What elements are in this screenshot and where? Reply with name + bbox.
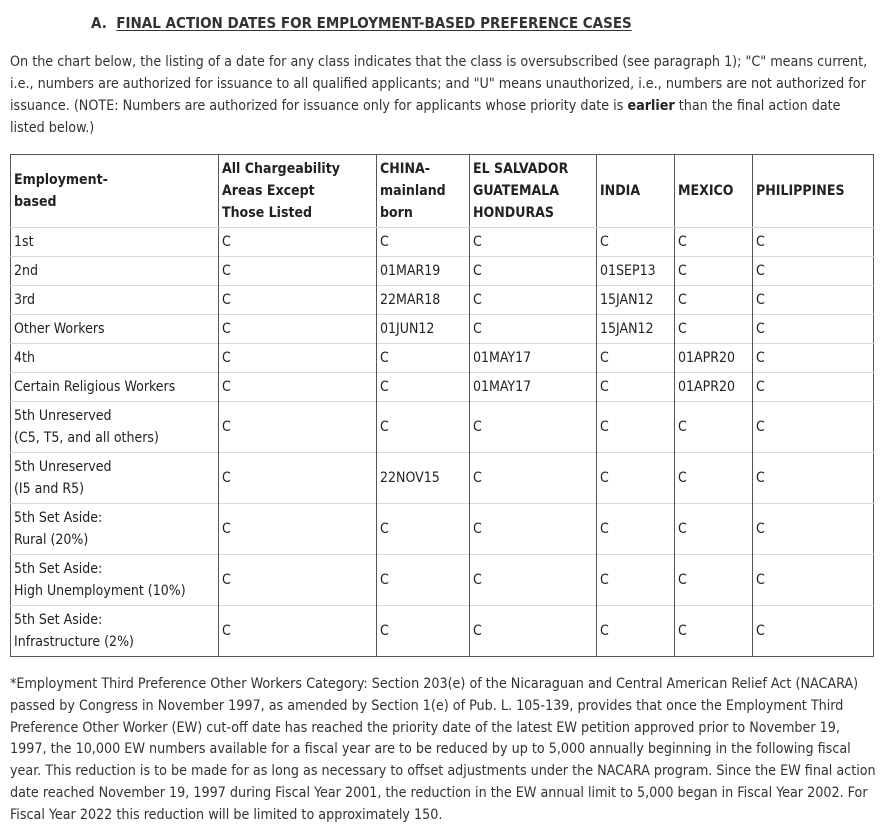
table-cell: C [753,402,874,453]
table-cell: C [470,555,597,606]
table-cell: C [675,286,753,315]
column-header [11,155,219,228]
column-header-line: MEXICO [678,183,734,199]
table-cell: C [377,402,470,453]
table-cell: C [470,504,597,555]
table-row [11,344,874,373]
column-header [470,155,597,228]
table-row [11,257,874,286]
table-row [11,453,874,504]
column-header-line: born [380,205,413,221]
row-label [11,286,219,315]
row-label-line: Rural (20%) [14,532,89,548]
table-cell: C [753,228,874,257]
table-header-row [11,155,874,228]
table-cell: C [753,257,874,286]
row-label-line: 5th Set Aside: [14,561,103,577]
table-cell: C [219,315,377,344]
row-label-line: 5th Unreserved [14,408,112,424]
row-label-line: Other Workers [14,321,105,337]
table-cell: C [377,228,470,257]
table-cell: C [753,344,874,373]
row-label [11,257,219,286]
row-label-line: 1st [14,234,34,250]
table-cell: C [219,402,377,453]
table-cell: C [219,257,377,286]
table-row [11,286,874,315]
intro-paragraph [10,51,876,139]
table-cell: C [219,344,377,373]
table-cell: C [675,606,753,657]
section-heading-prefix: A. [91,14,107,32]
table-cell: 15JAN12 [597,315,675,344]
intro-text-end: than the final action date listed below.) [10,98,841,136]
row-label [11,504,219,555]
table-cell: C [675,402,753,453]
table-cell: C [377,606,470,657]
table-cell: C [597,344,675,373]
table-cell: C [675,257,753,286]
table-cell: 22MAR18 [377,286,470,315]
table-cell: C [470,228,597,257]
table-cell: C [753,453,874,504]
column-header [753,155,874,228]
table-row [11,373,874,402]
table-cell: 15JAN12 [597,286,675,315]
table-cell: C [219,504,377,555]
table-cell: C [597,504,675,555]
table-cell: C [675,315,753,344]
table-cell: C [377,555,470,606]
row-label-line: 5th Set Aside: [14,612,103,628]
column-header [597,155,675,228]
table-cell: C [470,315,597,344]
intro-text-start: On the chart below, the listing of a date for any class indicates that the class is oversubscribed (see paragraph 1); "C" means current, i.e., numbers are authorized for issuance to all qualified applicants; and "U" means unauthorized, i.e., numbers are not authorized for issuance. (NOTE: Numbers are authorized for issuance only for applicants whose priority date is [10,54,868,114]
table-cell: C [597,555,675,606]
intro-bold-word: earlier [627,98,675,114]
table-cell: C [470,453,597,504]
row-label [11,606,219,657]
table-cell: C [597,373,675,402]
table-cell: C [753,555,874,606]
section-heading-title: FINAL ACTION DATES FOR EMPLOYMENT-BASED PREFERENCE CASES [116,14,632,32]
row-label-line: 4th [14,350,35,366]
table-row [11,606,874,657]
column-header-line: GUATEMALA [473,183,560,199]
row-label-line: 3rd [14,292,35,308]
table-cell: C [753,286,874,315]
table-cell: 01APR20 [675,344,753,373]
table-cell: C [675,555,753,606]
column-header-line: CHINA- [380,161,430,177]
column-header [219,155,377,228]
table-cell: C [470,286,597,315]
row-label-line: (I5 and R5) [14,481,85,497]
column-header-line: Areas Except [222,183,315,199]
column-header-line: mainland [380,183,446,199]
footnote-paragraph: *Employment Third Preference Other Workers Category: Section 203(e) of the Nicaraguan and Central American Relief Act (NACARA) passed by Congress in November 1997, as amended by Section 1(e) of Pub. L. 105-139, provides that once the Employment Third Preference Other Worker (EW) cut-off date has reached the priority date of the latest EW petition approved prior to November 19, 1997, the 10,000 EW numbers available for a fiscal year are to be reduced by up to 5,000 annually beginning in the following fiscal year. This reduction is to be made for as long as necessary to offset adjustments under the NACARA program. Since the EW final action date reached November 19, 1997 during Fiscal Year 2001, the reduction in the EW annual limit to 5,000 began in Fiscal Year 2002. For Fiscal Year 2022 this reduction will be limited to approximately 150. [10,676,876,823]
table-cell: 01JUN12 [377,315,470,344]
column-header-line: based [14,194,57,210]
table-row [11,315,874,344]
table-cell: C [675,453,753,504]
table-cell: C [753,315,874,344]
table-cell: C [377,373,470,402]
table-cell: C [675,504,753,555]
row-label-line: Infrastructure (2%) [14,634,134,650]
final-action-dates-table [10,154,874,657]
table-cell: C [377,344,470,373]
table-cell: C [470,402,597,453]
column-header-line: Those Listed [222,205,313,221]
table-cell: C [219,373,377,402]
table-cell: C [470,606,597,657]
table-cell: C [753,606,874,657]
table-cell: 01SEP13 [597,257,675,286]
table-cell: C [597,606,675,657]
column-header-line: INDIA [600,183,641,199]
table-cell: 01MAY17 [470,344,597,373]
row-label-line: High Unemployment (10%) [14,583,186,599]
table-cell: C [377,504,470,555]
row-label-line: 5th Unreserved [14,459,112,475]
row-label [11,344,219,373]
row-label-line: Certain Religious Workers [14,379,176,395]
table-cell: C [219,606,377,657]
column-header [675,155,753,228]
row-label [11,453,219,504]
table-cell: C [597,228,675,257]
column-header-line: All Chargeability [222,161,340,177]
table-row [11,228,874,257]
row-label-line: 2nd [14,263,38,279]
table-cell: C [470,257,597,286]
table-cell: 01APR20 [675,373,753,402]
table-row [11,504,874,555]
column-header-line: Employment- [14,172,108,188]
table-cell: C [219,228,377,257]
column-header-line: HONDURAS [473,205,554,221]
row-label-line: 5th Set Aside: [14,510,103,526]
row-label [11,402,219,453]
table-cell: C [219,286,377,315]
column-header [377,155,470,228]
table-cell: C [675,228,753,257]
table-cell: C [753,373,874,402]
table-row [11,555,874,606]
table-row [11,402,874,453]
table-cell: 22NOV15 [377,453,470,504]
row-label [11,373,219,402]
table-cell: C [753,504,874,555]
column-header-line: EL SALVADOR [473,161,569,177]
table-cell: C [219,453,377,504]
table-cell: 01MAR19 [377,257,470,286]
table-cell: C [597,453,675,504]
section-heading [91,13,632,33]
row-label [11,315,219,344]
table-cell: 01MAY17 [470,373,597,402]
row-label [11,555,219,606]
column-header-line: PHILIPPINES [756,183,845,199]
row-label [11,228,219,257]
row-label-line: (C5, T5, and all others) [14,430,159,446]
table-cell: C [597,402,675,453]
table-cell: C [219,555,377,606]
